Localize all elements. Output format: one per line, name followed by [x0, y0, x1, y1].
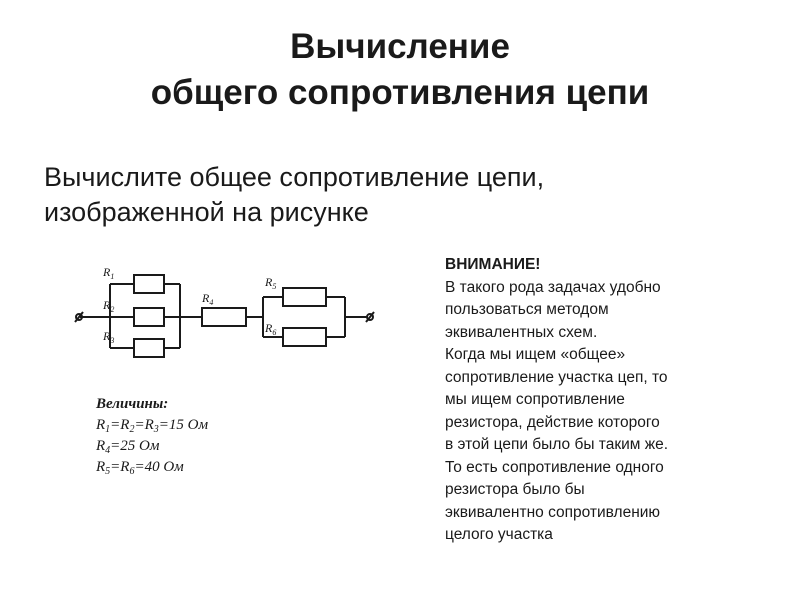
note-line: целого участка [445, 526, 553, 543]
note-line: эквивалентных схем. [445, 323, 598, 341]
given-values [96, 394, 296, 478]
note-line: Когда мы ищем «общее» [445, 346, 626, 363]
slide-title [0, 24, 800, 116]
resistor-r5 [283, 288, 326, 306]
note-line: мы ищем сопротивление [445, 391, 625, 408]
slide-title-line-2: общего сопротивления цепи [150, 73, 650, 112]
note-line: пользоваться методом [445, 301, 609, 318]
note-line: эквивалентно сопротивлению [445, 503, 661, 521]
resistor-r4 [202, 308, 246, 326]
label-r2: $R_2$ [103, 298, 115, 314]
task-line-2: изображенной на рисунке [44, 197, 369, 227]
note-line: То есть сопротивление одного [445, 458, 664, 476]
label-r5: $R_5$ [265, 275, 277, 291]
note-line: В такого рода задачах удобно [445, 278, 661, 296]
note-line: резистора было бы [445, 481, 585, 498]
circuit-diagram [70, 262, 390, 362]
note-line: в этой цепи было бы таким же. [445, 436, 669, 453]
note-heading: ВНИМАНИЕ! [445, 256, 541, 273]
label-r3: $R_3$ [103, 329, 115, 345]
resistor-r2 [134, 308, 164, 326]
resistor-r3 [134, 339, 164, 357]
note-line: резистора, действие которого [445, 413, 660, 431]
values-row-1: $R_1=R_2=R_3=15$ Ом [96, 417, 209, 435]
values-row-3: $R_5=R_6=40$ Ом [96, 459, 184, 477]
note-line: сопротивление участка цеп, то [445, 368, 668, 386]
label-r4: $R_4$ [202, 291, 214, 307]
slide-title-line-1: Вычисление [290, 27, 510, 66]
resistor-r6 [283, 328, 326, 346]
values-heading: Величины: [96, 396, 169, 412]
task-text [44, 160, 764, 230]
values-row-2: $R_4=25$ Ом [96, 438, 160, 456]
resistor-r1 [134, 275, 164, 293]
label-r6: $R_6$ [265, 321, 277, 337]
label-r1: $R_1$ [103, 265, 115, 281]
attention-note [445, 254, 765, 547]
task-line-1: Вычислите общее сопротивление цепи, [44, 162, 545, 192]
